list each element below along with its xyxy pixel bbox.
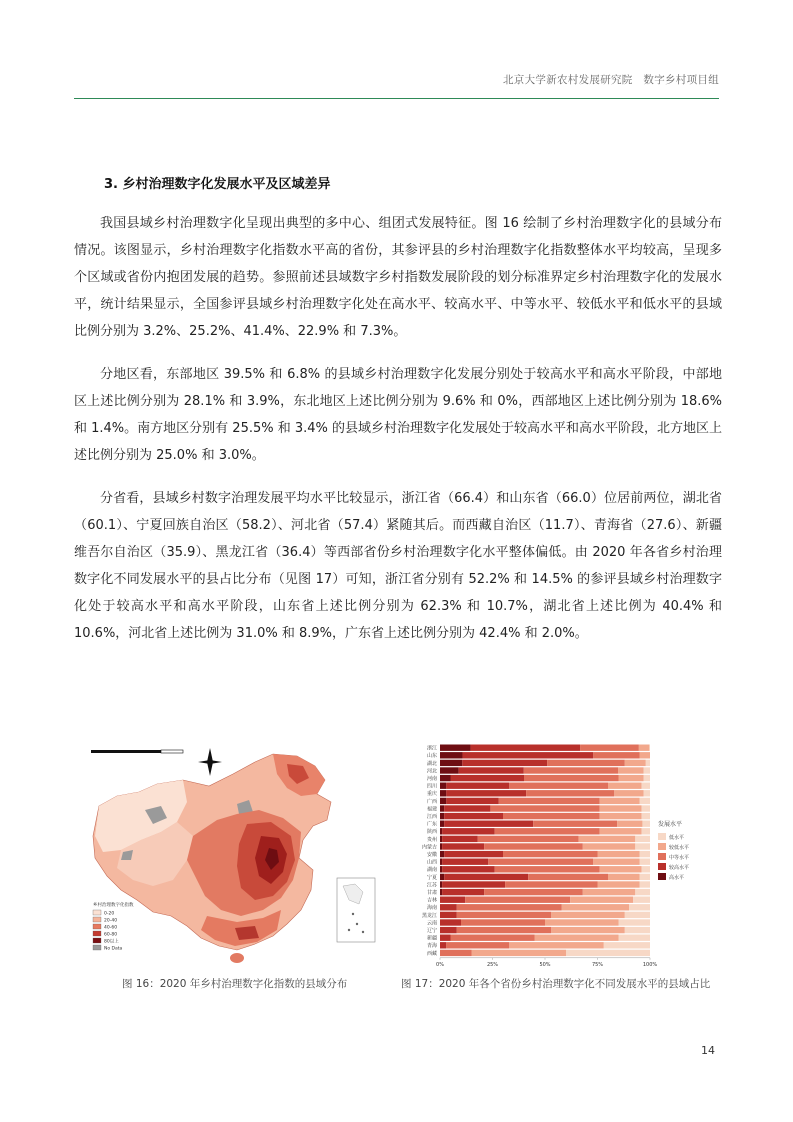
chart-legend-label: 低水平	[669, 835, 685, 841]
bar-segment	[642, 783, 650, 789]
y-tick-label: 湖北	[426, 760, 437, 767]
bar-segment	[600, 798, 640, 804]
bar-segment	[440, 881, 442, 887]
bar-segment	[451, 775, 525, 781]
bar-segment	[440, 919, 461, 925]
y-tick-label: 吉林	[426, 897, 437, 904]
bar-segment	[642, 805, 650, 811]
bar-segment	[442, 881, 505, 887]
bar-segment	[640, 881, 651, 887]
bar-segment	[440, 950, 472, 956]
y-tick-label: 福建	[426, 806, 437, 813]
bar-segment	[642, 828, 650, 834]
bar-segment	[533, 821, 617, 827]
bar-segment	[465, 897, 570, 903]
page-number: 14	[701, 1044, 715, 1057]
bar-segment	[488, 859, 593, 865]
y-tick-label: 山东	[426, 753, 437, 760]
bar-segment	[646, 760, 650, 766]
bar-segment	[509, 783, 608, 789]
bar-segment	[440, 912, 457, 918]
figure-16-map	[87, 740, 387, 972]
page-header: 北京大学新农村发展研究院 数字乡村项目组	[503, 74, 719, 86]
bar-segment	[643, 767, 650, 773]
section-title: 3. 乡村治理数字化发展水平及区域差异	[104, 177, 331, 192]
bar-segment	[505, 881, 597, 887]
china-county-map	[87, 740, 387, 972]
bar-segment	[440, 836, 442, 842]
bar-segment	[442, 859, 488, 865]
bar-segment	[459, 767, 524, 773]
bar-segment	[617, 821, 642, 827]
y-tick-label: 宁夏	[426, 874, 437, 881]
chart-legend-swatch	[658, 833, 666, 840]
bar-segment	[440, 828, 442, 834]
bar-segment	[644, 790, 650, 796]
bar-segment	[444, 874, 528, 880]
bar-segment	[440, 775, 451, 781]
bar-segment	[499, 798, 600, 804]
map-legend-label: 80以上	[104, 939, 119, 945]
y-tick-label: 青海	[426, 943, 437, 950]
map-legend-label: 20-40	[104, 918, 118, 924]
y-tick-label: 甘肃	[426, 890, 437, 896]
chart-legend-swatch	[658, 863, 666, 870]
bar-segment	[440, 851, 444, 857]
chart-legend-swatch	[658, 873, 666, 880]
map-legend-swatch	[93, 917, 101, 922]
bar-segment	[509, 942, 604, 948]
bar-segment	[633, 897, 650, 903]
bar-segment	[440, 752, 462, 758]
bar-segment	[446, 942, 509, 948]
bar-segment	[583, 889, 636, 895]
y-tick-label: 河南	[426, 776, 437, 782]
bar-segment	[440, 843, 442, 849]
bar-segment	[457, 912, 552, 918]
bar-segment	[484, 843, 583, 849]
bar-segment	[600, 828, 642, 834]
bar-segment	[440, 866, 442, 872]
y-tick-label: 广东	[426, 821, 437, 828]
y-tick-label: 浙江	[426, 745, 437, 752]
y-tick-label: 黑龙江	[421, 912, 437, 919]
map-legend-label: 0-20	[104, 911, 115, 917]
bar-segment	[644, 775, 650, 781]
bar-segment	[442, 836, 478, 842]
bar-segment	[440, 821, 444, 827]
bar-segment	[635, 836, 650, 842]
bar-segment	[440, 767, 459, 773]
bar-segment	[642, 821, 650, 827]
bar-segment	[635, 889, 650, 895]
y-tick-label: 内蒙古	[421, 844, 437, 851]
bar-segment	[446, 790, 526, 796]
paragraph-3: 分省看，县域乡村数字治理发展平均水平比较显示，浙江省（66.4）和山东省（66.0）位居前两位，湖北省（60.1）、宁夏回族自治区（58.2）、河北省（57.4）紧随其后。而西藏自治区（11.7）、青海省（27.6）、新疆维吾尔自治区（35.9）、黑龙江省（36.4）等西部省份乡村治理数字化水平整体偏低。由 2020 年各省乡村治理数字化不同发展水平的县占比分布（见图 17）可知，浙江省分别有 52.2% 和 14.5% 的参评县域乡村治理数字化处于较高水平和高水平阶段，山东省上述比例分别为 62.3% 和 10.7%，湖北省上述比例为 40.4% 和 10.6%，河北省上述比例为 31.0% 和 8.9%，广东省上述比例分别为 42.4% 和 2.0%。	[74, 491, 722, 641]
chart-legend-label: 中等水平	[669, 855, 690, 861]
header-divider	[74, 98, 719, 99]
figure-17-chart	[400, 740, 700, 972]
y-tick-label: 安徽	[426, 852, 437, 858]
x-tick-label: 75%	[591, 961, 604, 968]
map-legend-swatch	[93, 924, 101, 929]
x-tick-label: 100%	[642, 961, 658, 968]
bar-segment	[619, 935, 651, 941]
bar-segment	[451, 935, 535, 941]
bar-segment	[472, 950, 567, 956]
chart-legend-swatch	[658, 843, 666, 850]
bar-segment	[600, 805, 642, 811]
bar-segment	[547, 760, 625, 766]
y-tick-label: 四川	[426, 783, 437, 790]
bar-segment	[583, 843, 636, 849]
bar-segment	[598, 851, 640, 857]
bar-segment	[440, 927, 457, 933]
bar-segment	[440, 904, 457, 910]
bar-segment	[461, 919, 545, 925]
bar-segment	[440, 760, 462, 766]
bar-segment	[440, 874, 444, 880]
chart-legend-label: 较高水平	[669, 865, 690, 871]
bar-segment	[566, 950, 650, 956]
bar-segment	[503, 851, 598, 857]
bar-segment	[635, 843, 650, 849]
chart-legend-swatch	[658, 853, 666, 860]
bar-segment	[446, 798, 499, 804]
bar-segment	[640, 798, 651, 804]
map-legend-swatch	[93, 910, 101, 915]
bar-segment	[640, 752, 651, 758]
bar-segment	[629, 904, 650, 910]
bar-segment	[640, 874, 651, 880]
bar-segment	[625, 927, 650, 933]
y-tick-label: 云南	[426, 920, 437, 927]
bar-segment	[440, 935, 451, 941]
bar-segment	[600, 866, 642, 872]
bar-segment	[444, 813, 503, 819]
bar-segment	[649, 745, 650, 751]
bar-segment	[440, 783, 446, 789]
y-tick-label: 广西	[426, 798, 437, 805]
bar-segment	[440, 889, 442, 895]
bar-segment	[440, 897, 465, 903]
map-legend-swatch	[93, 938, 101, 943]
map-legend-swatch	[93, 945, 101, 950]
bar-segment	[440, 859, 442, 865]
bar-segment	[446, 783, 509, 789]
scale-bar	[91, 750, 161, 753]
bar-segment	[593, 859, 639, 865]
bar-segment	[614, 790, 643, 796]
bar-segment	[495, 866, 600, 872]
bar-segment	[462, 752, 593, 758]
bar-segment	[551, 912, 625, 918]
bar-segment	[503, 813, 600, 819]
bar-segment	[618, 767, 643, 773]
bar-segment	[457, 904, 562, 910]
bar-segment	[495, 828, 600, 834]
bar-segment	[442, 843, 484, 849]
bar-segment	[600, 813, 642, 819]
bar-segment	[440, 942, 446, 948]
y-tick-label: 贵州	[426, 836, 437, 843]
map-legend-swatch	[93, 931, 101, 936]
map-legend-label: 60-80	[104, 932, 118, 938]
bar-segment	[462, 760, 547, 766]
bar-segment	[619, 919, 651, 925]
bar-segment	[598, 881, 640, 887]
y-tick-label: 湖南	[426, 867, 437, 874]
chart-legend-title: 发展水平	[658, 821, 683, 828]
bar-segment	[642, 866, 650, 872]
bar-segment	[619, 775, 644, 781]
bar-segment	[444, 805, 490, 811]
bar-segment	[625, 760, 646, 766]
bar-segment	[579, 836, 636, 842]
figure-16-caption: 图 16：2020 年乡村治理数字化指数的县域分布	[122, 978, 348, 990]
bar-segment	[580, 745, 639, 751]
bar-segment	[524, 775, 619, 781]
y-tick-label: 西藏	[426, 950, 437, 957]
y-tick-label: 河北	[426, 768, 437, 775]
chart-legend-label: 较低水平	[669, 845, 690, 851]
x-tick-label: 25%	[486, 961, 499, 968]
bar-segment	[470, 745, 580, 751]
bar-segment	[545, 919, 619, 925]
stacked-bar-chart	[400, 740, 700, 972]
bar-segment	[642, 813, 650, 819]
bar-segment	[440, 805, 444, 811]
y-tick-label: 辽宁	[426, 928, 437, 934]
bar-segment	[608, 874, 640, 880]
figure-17-caption: 图 17：2020 年各个省份乡村治理数字化不同发展水平的县域占比	[401, 978, 711, 990]
bar-segment	[551, 927, 625, 933]
map-legend-label: No Data	[104, 946, 123, 952]
bar-segment	[640, 851, 651, 857]
map-legend-title: 乡村治理数字化指数	[93, 903, 134, 908]
chart-legend-label: 高水平	[669, 875, 685, 881]
x-tick-label: 0%	[436, 961, 444, 968]
bar-segment	[524, 767, 619, 773]
bar-segment	[528, 874, 608, 880]
bar-segment	[457, 927, 552, 933]
paragraph-1: 我国县域乡村治理数字化呈现出典型的多中心、组团式发展特征。图 16 绘制了乡村治理数字化的县域分布情况。该图显示，乡村治理数字化指数水平高的省份，其参评县的乡村治理数字化指数整体水平均较高，呈现多个区域或省份内抱团发展的趋势。参照前述县域数字乡村指数发展阶段的划分标准界定乡村治理数字化的发展水平，统计结果显示，全国参评县域乡村治理数字化处在高水平、较高水平、中等水平、较低水平和低水平的县域比例分别为 3.2%、25.2%、41.4%、22.9% 和 7.3%。	[74, 216, 722, 339]
y-tick-label: 江西	[426, 814, 437, 820]
bar-segment	[440, 790, 446, 796]
x-tick-label: 50%	[539, 961, 551, 968]
paragraph-2: 分地区看，东部地区 39.5% 和 6.8% 的县域乡村治理数字化发展分别处于较高水平和高水平阶段，中部地区上述比例分别为 28.1% 和 3.9%，东北地区上述比例分别为 9.6% 和 0%，西部地区上述比例分别为 18.6% 和 1.4%。南方地区分别有 25.5% 和 3.4% 的县域乡村治理数字化发展处于较高水平和高水平阶段，北方地区上述比例分别为 25.0% 和 3.0%。	[74, 367, 723, 463]
bar-segment	[490, 805, 599, 811]
bar-segment	[478, 836, 579, 842]
bar-segment	[604, 942, 650, 948]
bar-segment	[625, 912, 650, 918]
bar-segment	[442, 828, 495, 834]
bar-segment	[440, 798, 446, 804]
y-tick-label: 陕西	[426, 829, 437, 836]
bar-segment	[484, 889, 583, 895]
y-tick-label: 江苏	[426, 882, 437, 889]
y-tick-label: 海南	[426, 905, 437, 912]
bar-segment	[526, 790, 614, 796]
bar-segment	[570, 897, 633, 903]
bar-segment	[440, 745, 470, 751]
bar-segment	[444, 851, 503, 857]
bar-segment	[442, 866, 495, 872]
bar-segment	[593, 752, 639, 758]
bar-segment	[639, 745, 650, 751]
y-tick-label: 山西	[426, 859, 437, 866]
bar-segment	[535, 935, 619, 941]
y-tick-label: 重庆	[426, 791, 437, 798]
hainan-island	[230, 953, 244, 963]
bar-segment	[442, 889, 484, 895]
bar-segment	[562, 904, 629, 910]
bar-segment	[640, 859, 651, 865]
map-legend-label: 40-60	[104, 925, 118, 931]
y-tick-label: 新疆	[426, 935, 437, 942]
bar-segment	[608, 783, 642, 789]
bar-segment	[440, 813, 444, 819]
bar-segment	[444, 821, 533, 827]
